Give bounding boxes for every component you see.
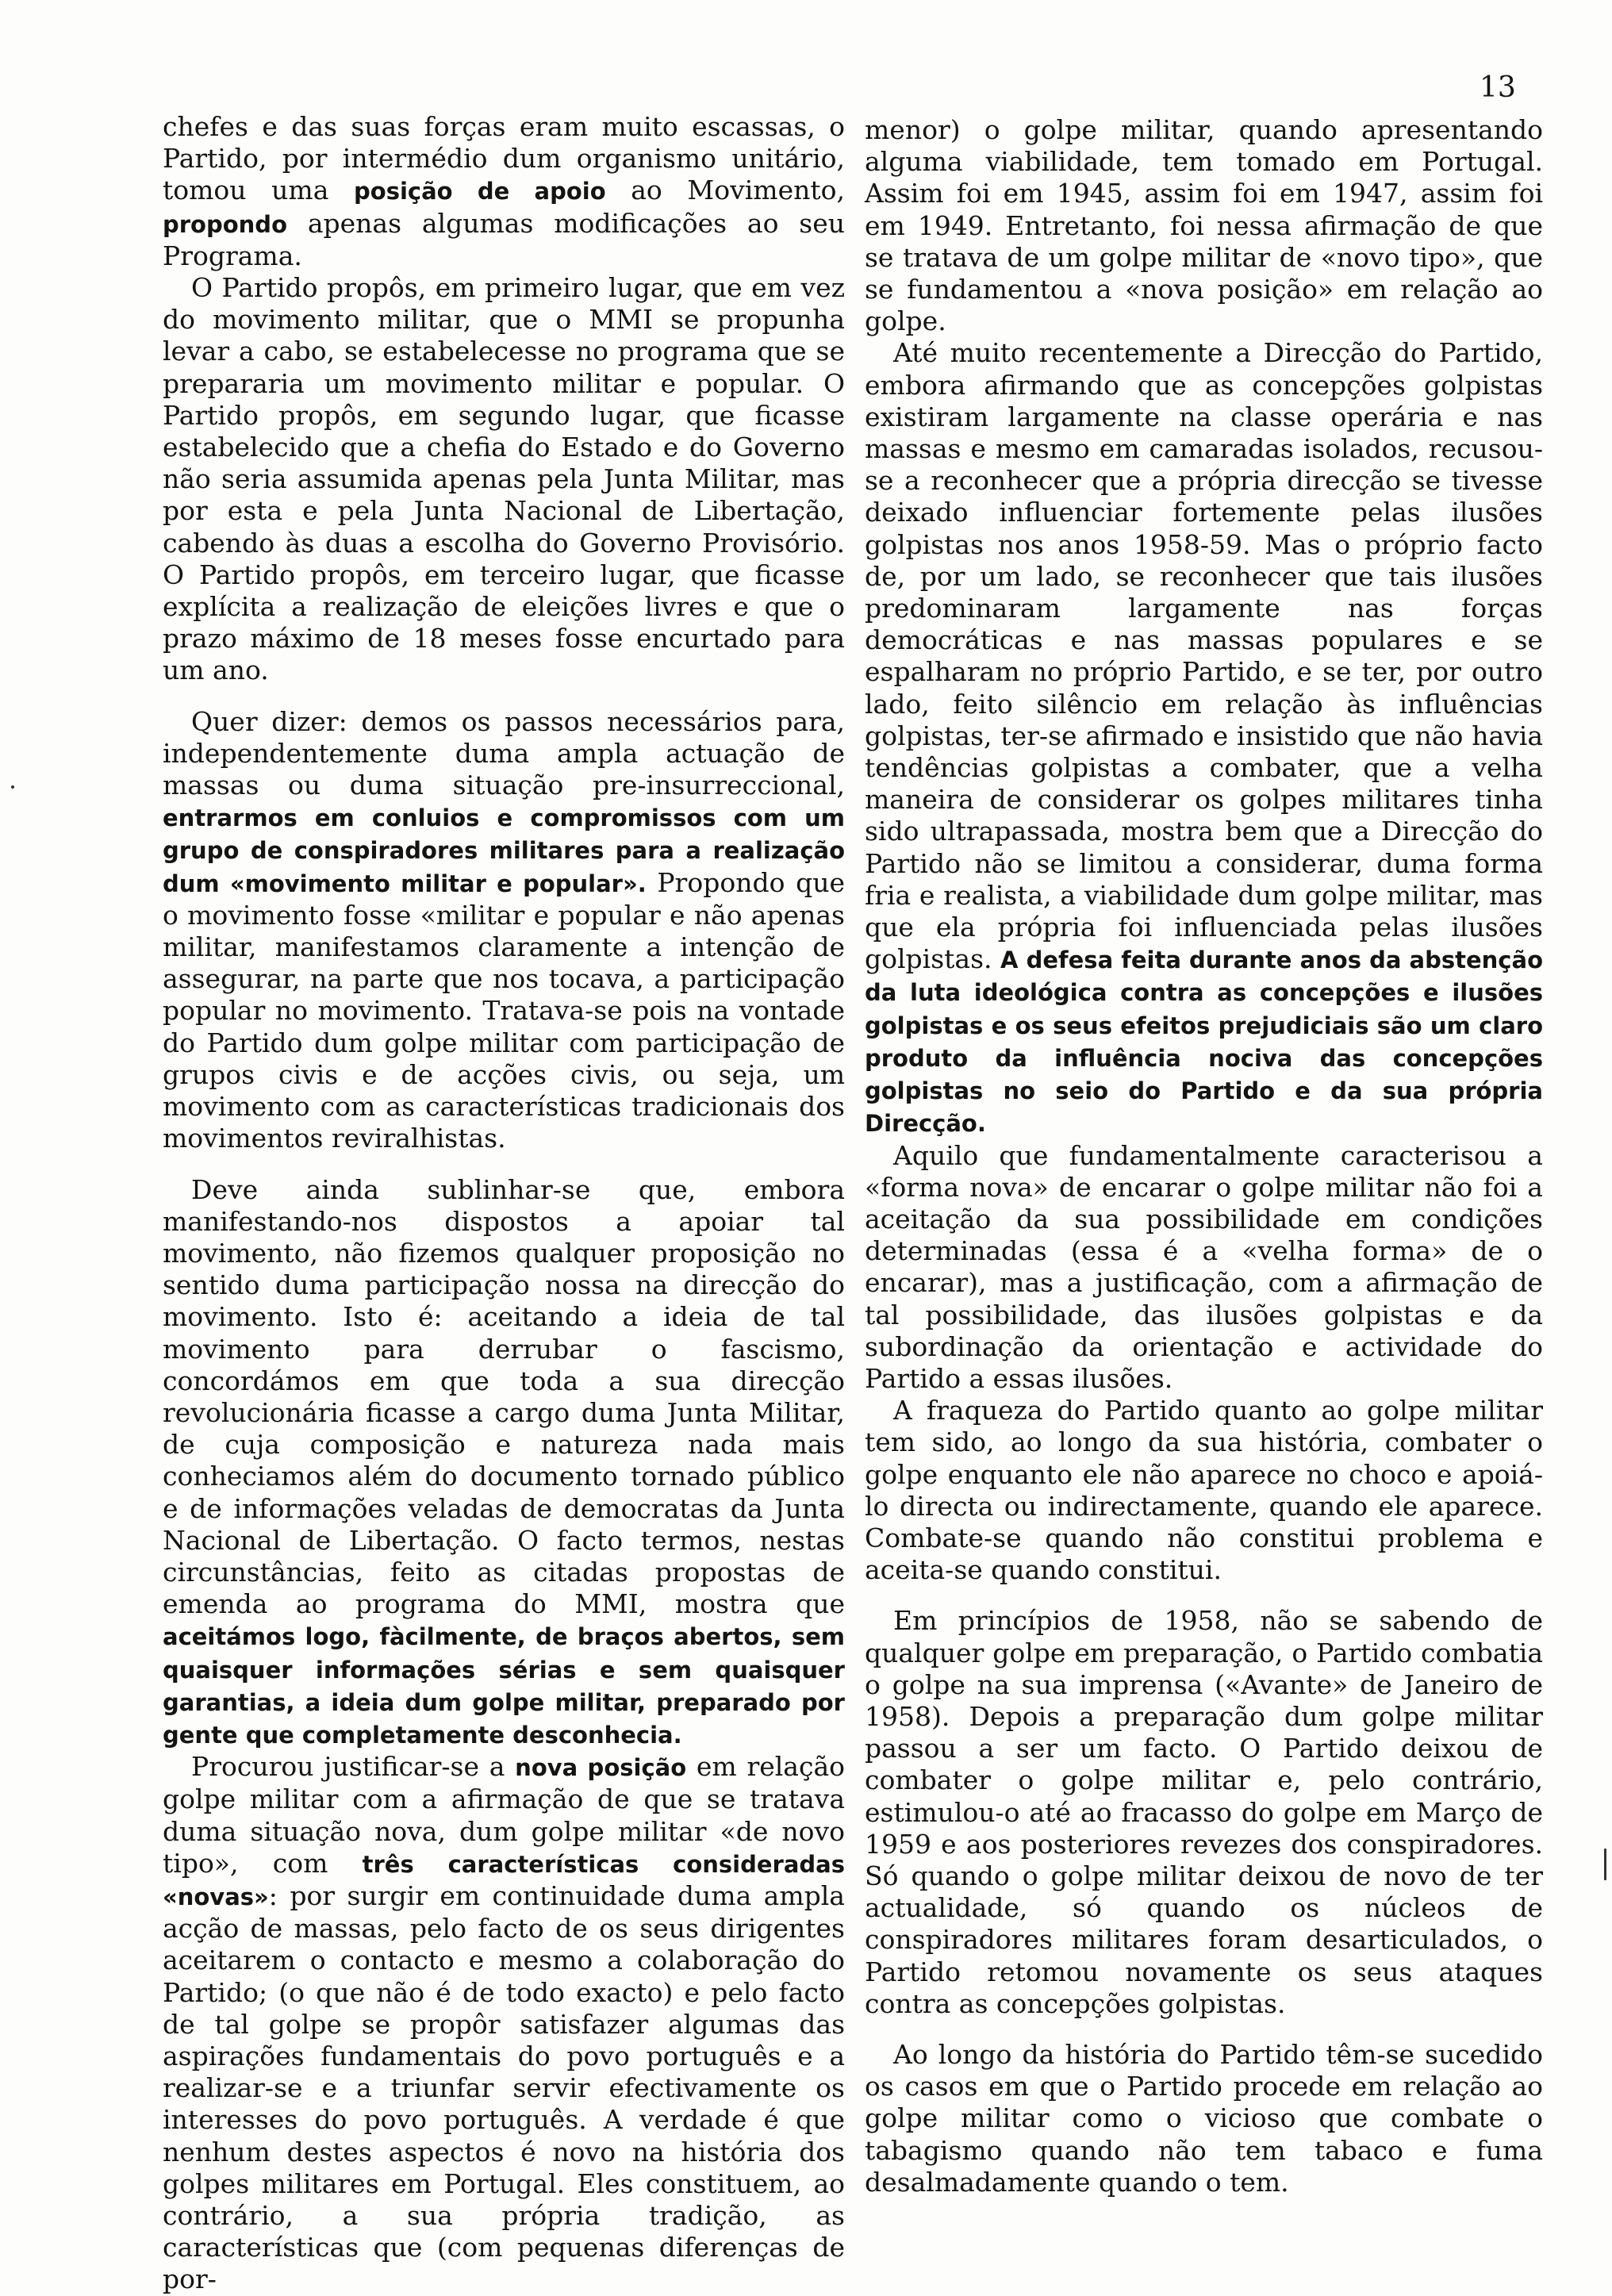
bold-text: três características consideradas «novas» (163, 1850, 845, 1910)
text-run: Procurou justificar-se a (191, 1751, 516, 1783)
paragraph: Aquilo que fundamentalmente caracterisou a «forma nova» de encarar o golpe militar não foi a aceitação da sua possibilidade em condições determinadas (essa é a «velha forma» de o encarar), mas a justificação, com a afirmação de tal possibilidade, das ilusões golpistas e da subordinação da orientação e actividade do Partido a essas ilusões. (865, 1139, 1543, 1394)
text-run: apenas algumas modificações ao seu Programa. (163, 207, 845, 271)
paragraph (163, 111, 845, 272)
right-column (865, 114, 1543, 2198)
page-number: 13 (1480, 71, 1516, 104)
text-run: : por surgir em continuidade duma ampla acção de massas, pelo facto de os seus dirigentes aceitarem o contacto e mesmo a colaboração do Partido; (o que não é de todo exacto) e pelo facto de tal golpe se propôr satisfazer algumas das aspirações fundamentais do povo português e a realizar-se e a triunfar servir efectivamente os interesses do povo português. A verdade é que nenhum destes aspectos é novo na história dos golpes militares em Portugal. Eles constituem, ao contrário, a sua própria tradição, as características que (com pequenas diferenças de por- (163, 1879, 845, 2295)
paragraph (163, 1751, 845, 2295)
text-run: Deve ainda sublinhar-se que, embora manifestando-nos dispostos a apoiar tal movimento, não fizemos qualquer proposição no sentido duma participação nossa na direcção do movimento. Isto é: aceitando a ideia de tal movimento para derrubar o fascismo, concordámos em que toda a sua direcção revolucionária ficasse a cargo duma Junta Militar, de cuja composição e natureza nada mais conheciamos além do documento tornado público e de informações veladas de democratas da Junta Nacional de Libertação. O facto termos, nestas circunstâncias, feito as citadas propostas de emenda ao programa do MMI, mostra que (163, 1173, 845, 1620)
print-mark (1604, 1849, 1606, 1880)
text-run: em relação golpe militar com a afirmação de que se tratava duma situação nova, dum golpe militar «de novo tipo», com (163, 1751, 845, 1879)
text-run: Até muito recentemente a Direcção do Partido, embora afirmando que as concepções golpistas existiram largamente na classe operária e nas massas e mesmo em camaradas isolados, recusou-se a reconhecer que a própria direcção se tivesse deixado influenciar fortemente pelas ilusões golpistas nos anos 1958-59. Mas o próprio facto de, por um lado, se reconhecer que tais ilusões predominaram largamente nas forças democráticas e nas massas populares e se espalharam no próprio Partido, e se ter, por outro lado, feito silêncio em relação às influências golpistas, ter-se afirmado e insistido que não havia tendências golpistas a combater, que a velha maneira de considerar os golpes militares tinha sido ultrapassada, mostra bem que a Direcção do Partido não se limitou a considerar, duma forma fria e realista, a viabilidade dum golpe militar, mas que ela própria foi influenciada pelas ilusões golpistas. (865, 337, 1543, 975)
paragraph: A fraqueza do Partido quanto ao golpe militar tem sido, ao longo da sua história, combater o golpe enquanto ele não aparece no choco e apoiá-lo directa ou indirectamente, quando ele aparece. Combate-se quando não constitui problema e aceita-se quando constitui. (865, 1395, 1543, 1586)
bold-text: aceitámos logo, fàcilmente, de braços abertos, sem quaisquer informações sérias e sem quaisquer garantias, a ideia dum golpe militar, preparado por gente que completamente desconhecia. (163, 1623, 845, 1749)
text-run: Propondo que o movimento fosse «militar e popular e não apenas militar, manifestamos claramente a intenção de assegurar, na parte que nos tocava, a participação popular no movimento. Tratava-se pois na vontade do Partido dum golpe militar com participação de grupos civis e de acções civis, ou seja, um movimento com as características tradicionais dos movimentos reviralhistas. (163, 866, 845, 1154)
bold-text: posição de apoio (354, 178, 606, 205)
paragraph (163, 706, 845, 1155)
paragraph (163, 1174, 845, 1752)
paragraph: menor) o golpe militar, quando apresentando alguma viabilidade, tem tomado em Portugal. Assim foi em 1945, assim foi em 1947, assim foi em 1949. Entretanto, foi nessa afirmação de que se tratava de um golpe militar de «novo tipo», que se fundamentou a «nova posição» em relação ao golpe. (865, 114, 1543, 337)
bold-text: entrarmos em conluios e compromissos com um grupo de conspiradores militares para a realização dum «movimento militar e popular». (163, 804, 845, 897)
text-run: ao Movimento, (605, 175, 845, 206)
left-column (163, 111, 845, 2296)
paragraph: Ao longo da história do Partido têm-se sucedido os casos em que o Partido procede em relação ao golpe militar como o vicioso que combate o tabagismo quando não tem tabaco e fuma desalmadamente quando o tem. (865, 2038, 1543, 2198)
bold-text: A defesa feita durante anos da abstenção da luta ideológica contra as concepções e ilusões golpistas e os seus efeitos prejudiciais são um claro produto da influência nociva das concepções golpistas no seio do Partido e da sua própria Direcção. (865, 946, 1543, 1138)
text-run: chefes e das suas forças eram muito escassas, o Partido, por intermédio dum organismo unitário, tomou uma (163, 111, 845, 206)
bold-text: propondo (163, 210, 287, 238)
paragraph: Em princípios de 1958, não se sabendo de qualquer golpe em preparação, o Partido combatia o golpe na sua imprensa («Avante» de Janeiro de 1958). Depois a preparação dum golpe militar passou a ser um facto. O Partido deixou de combater o golpe militar e, pelo contrário, estimulou-o até ao fracasso do golpe em Março de 1959 e aos posteriores revezes dos conspiradores. Só quando o golpe militar deixou de novo de ter actualidade, só quando os núcleos de conspiradores militares foram desarticulados, o Partido retomou novamente os seus ataques contra as concepções golpistas. (865, 1605, 1543, 2019)
paragraph: O Partido propôs, em primeiro lugar, que em vez do movimento militar, que o MMI se propunha levar a cabo, se estabelecesse no programa que se prepararia um movimento militar e popular. O Partido propôs, em segundo lugar, que ficasse estabelecido que a chefia do Estado e do Governo não seria assumida apenas pela Junta Militar, mas por esta e pela Junta Nacional de Libertação, cabendo às duas a escolha do Governo Provisório. O Partido propôs, em terceiro lugar, que ficasse explícita a realização de eleições livres e que o prazo máximo de 18 meses fosse encurtado para um ano. (163, 272, 845, 686)
paragraph (865, 337, 1543, 1139)
bold-text: nova posição (515, 1754, 687, 1782)
text-run: Quer dizer: demos os passos necessários para, independentemente duma ampla actuação de massas ou duma situação pre-insurreccional, (163, 705, 845, 801)
print-speck (11, 785, 14, 789)
